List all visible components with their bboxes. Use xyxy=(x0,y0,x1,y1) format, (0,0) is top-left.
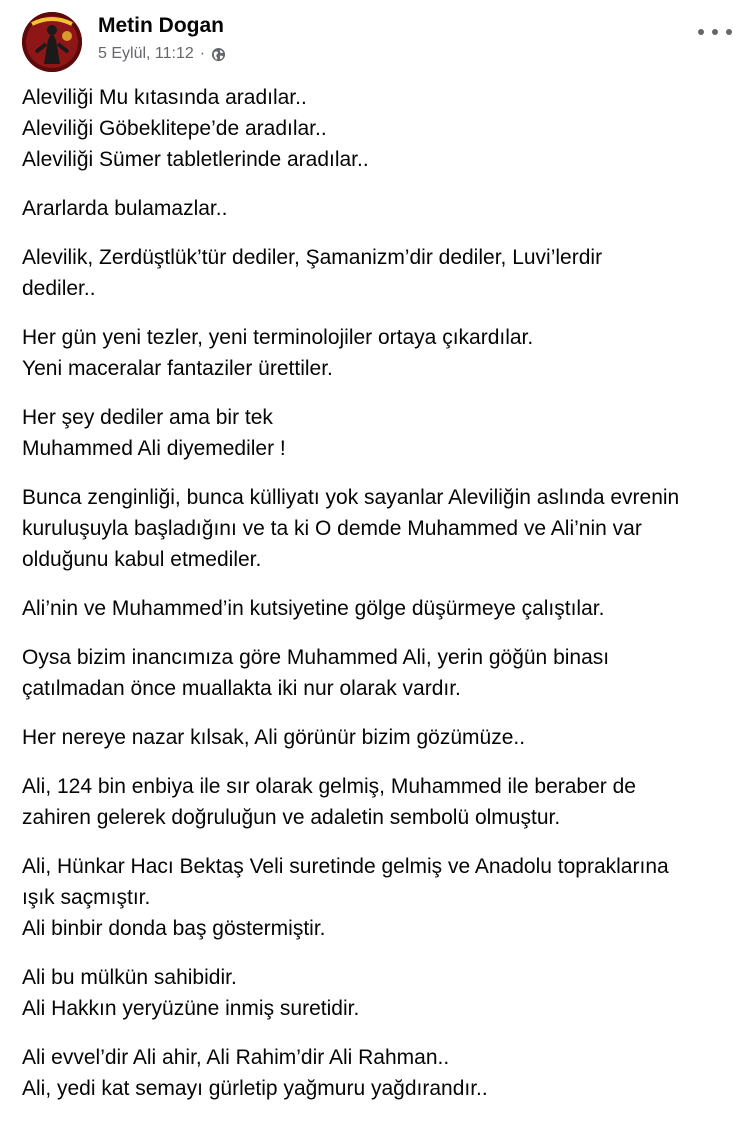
post-line: kuruluşuyla başladığını ve ta ki O demde Muhammed ve Ali’nin var xyxy=(22,517,642,540)
post-paragraph xyxy=(22,771,744,833)
post-line: Bunca zenginliği, bunca külliyatı yok sayanlar Aleviliğin aslında evrenin xyxy=(22,486,680,509)
post-line: Her şey dediler ama bir tek xyxy=(22,406,273,429)
post-paragraph xyxy=(22,642,744,704)
post-line: Ali Hakkın yeryüzüne inmiş suretidir. xyxy=(22,997,360,1020)
post-line: çatılmadan önce muallakta iki nur olarak vardır. xyxy=(22,677,461,700)
globe-icon[interactable] xyxy=(211,47,226,62)
post-line: zahiren gelerek doğruluğun ve adaletin sembolü olmuştur. xyxy=(22,806,561,829)
post-line: Alevilik, Zerdüştlük’tür dediler, Şamanizm’dir dediler, Luvi’lerdir xyxy=(22,246,603,269)
post-line: Oysa bizim inancımıza göre Muhammed Ali, yerin göğün binası xyxy=(22,646,610,669)
post-meta xyxy=(98,45,226,63)
post-line: Ali, Hünkar Hacı Bektaş Veli suretinde gelmiş ve Anadolu topraklarına xyxy=(22,855,669,878)
post-line: Aleviliği Sümer tabletlerinde aradılar.. xyxy=(22,148,369,171)
post-line: dediler.. xyxy=(22,277,96,300)
post-line: Muhammed Ali diyemediler ! xyxy=(22,437,286,460)
post-line: Ararlarda bulamazlar.. xyxy=(22,197,228,220)
post-line: Aleviliği Mu kıtasında aradılar.. xyxy=(22,86,307,109)
post-paragraph xyxy=(22,322,744,384)
post-line: Ali’nin ve Muhammed’in kutsiyetine gölge düşürmeye çalıştılar. xyxy=(22,597,605,620)
post-paragraph xyxy=(22,402,744,464)
more-options-icon[interactable] xyxy=(698,22,732,42)
post-paragraph xyxy=(22,962,744,1024)
post-line: ışık saçmıştır. xyxy=(22,886,151,909)
post-paragraph xyxy=(22,722,744,753)
meta-separator: · xyxy=(199,45,206,62)
post-line: Ali, 124 bin enbiya ile sır olarak gelmiş, Muhammed ile beraber de xyxy=(22,775,636,798)
post-line: Yeni maceralar fantaziler ürettiler. xyxy=(22,357,333,380)
author-name[interactable]: Metin Dogan xyxy=(98,14,224,37)
avatar[interactable] xyxy=(22,12,82,72)
post-paragraph xyxy=(22,193,744,224)
post-body xyxy=(22,82,744,1122)
post-line: Ali bu mülkün sahibidir. xyxy=(22,966,237,989)
post-date[interactable]: 5 Eylül, 11:12 xyxy=(98,45,194,62)
post-paragraph xyxy=(22,242,744,304)
post-line: Ali, yedi kat semayı gürletip yağmuru yağdırandır.. xyxy=(22,1077,488,1100)
avatar-image xyxy=(22,12,82,72)
post-line: Aleviliği Göbeklitepe’de aradılar.. xyxy=(22,117,327,140)
post-line: Ali evvel’dir Ali ahir, Ali Rahim’dir Ali Rahman.. xyxy=(22,1046,450,1069)
post-paragraph xyxy=(22,82,744,175)
post-paragraph xyxy=(22,593,744,624)
post-line: Her nereye nazar kılsak, Ali görünür bizim gözümüze.. xyxy=(22,726,526,749)
post-paragraph xyxy=(22,1042,744,1104)
post-line: Her gün yeni tezler, yeni terminolojiler ortaya çıkardılar. xyxy=(22,326,534,349)
post-paragraph xyxy=(22,482,744,575)
post-header xyxy=(22,8,740,64)
post-paragraph xyxy=(22,851,744,944)
post-line: Ali binbir donda baş göstermiştir. xyxy=(22,917,326,940)
post-line: olduğunu kabul etmediler. xyxy=(22,548,262,571)
